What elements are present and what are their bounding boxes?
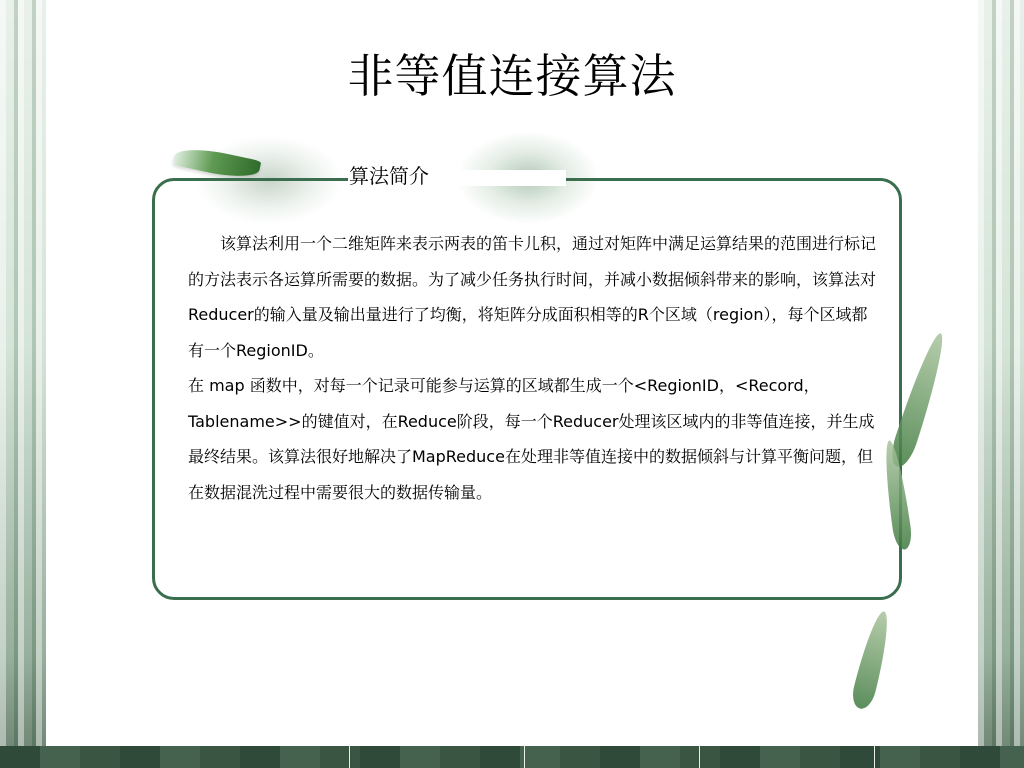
slide-canvas xyxy=(46,0,978,746)
paragraph-1: 该算法利用一个二维矩阵来表示两表的笛卡儿积，通过对矩阵中满足运算结果的范围进行标记的方法表示各运算所需要的数据。为了减少任务执行时间，并减小数据倾斜带来的影响，该算法对Reducer的输入量及输出量进行了均衡，将矩阵分成面积相等的R个区域（region），每个区域都有一个RegionID。 xyxy=(188,234,877,360)
bamboo-frame-right xyxy=(978,0,1024,768)
bamboo-leaf-icon xyxy=(849,609,895,711)
section-heading: 算法简介 xyxy=(349,164,429,188)
slide-title: 非等值连接算法 xyxy=(347,49,677,103)
bamboo-frame-bottom xyxy=(0,746,1024,768)
paragraph-2: 在 map 函数中，对每一个记录可能参与运算的区域都生成一个<RegionID，<Record，Tablename>>的键值对，在Reduce阶段，每一个Reducer处理该区域内的非等值连接，并生成最终结果。该算法很好地解决了MapReduce在处理非等值连接中的数据倾斜与计算平衡问题，但在数据混洗过程中需要很大的数据传输量。 xyxy=(188,376,875,502)
bamboo-frame-left xyxy=(0,0,46,768)
body-text xyxy=(188,226,878,510)
